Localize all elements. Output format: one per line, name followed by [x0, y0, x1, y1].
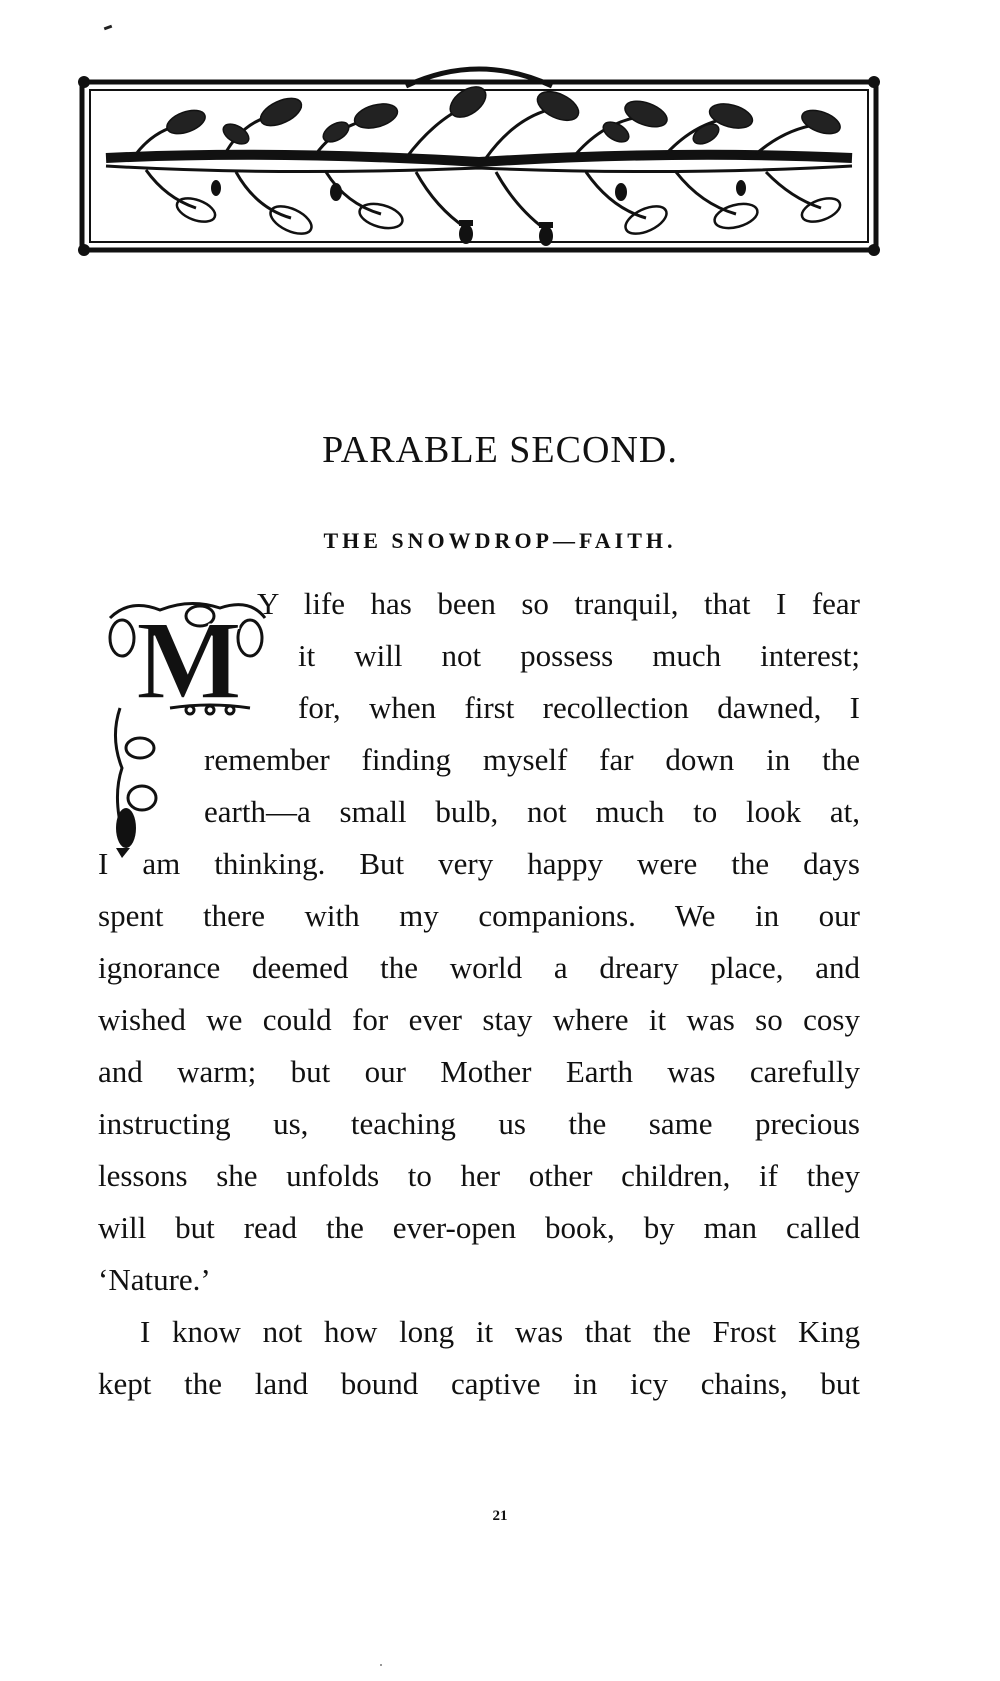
- body-line: spent there with my companions. We in our: [98, 898, 860, 933]
- ornamental-headpiece: [76, 58, 882, 280]
- body-line: lessons she unfolds to her other children, if they: [98, 1158, 860, 1193]
- body-line: wished we could for ever stay where it was so cosy: [98, 1002, 860, 1037]
- body-line: remember finding myself far down in the: [204, 742, 860, 777]
- chapter-title: PARABLE SECOND.: [322, 429, 678, 471]
- drop-cap-letter: M: [136, 599, 242, 723]
- body-line: earth—a small bulb, not much to look at,: [204, 794, 860, 829]
- stray-ink-mark: [104, 25, 113, 31]
- body-line: ignorance deemed the world a dreary place, and: [98, 950, 860, 985]
- body-line: and warm; but our Mother Earth was carefully: [98, 1054, 860, 1089]
- chapter-subtitle: THE SNOWDROP—FAITH.: [323, 528, 677, 553]
- body-line: will but read the ever-open book, by man called: [98, 1210, 860, 1245]
- body-line: ‘Nature.’: [98, 1262, 211, 1297]
- body-line: for, when first recollection dawned, I: [298, 690, 860, 725]
- body-line: it will not possess much interest;: [298, 638, 860, 673]
- body-line: kept the land bound captive in icy chains, but: [98, 1366, 860, 1401]
- body-line: I know not how long it was that the Frost King: [140, 1314, 860, 1349]
- body-line: Y life has been so tranquil, that I fear: [257, 586, 860, 621]
- paper-speck: [380, 1664, 382, 1666]
- body-line: I am thinking. But very happy were the days: [98, 846, 860, 881]
- body-line: instructing us, teaching us the same precious: [98, 1106, 860, 1141]
- page-number: 21: [492, 1508, 508, 1524]
